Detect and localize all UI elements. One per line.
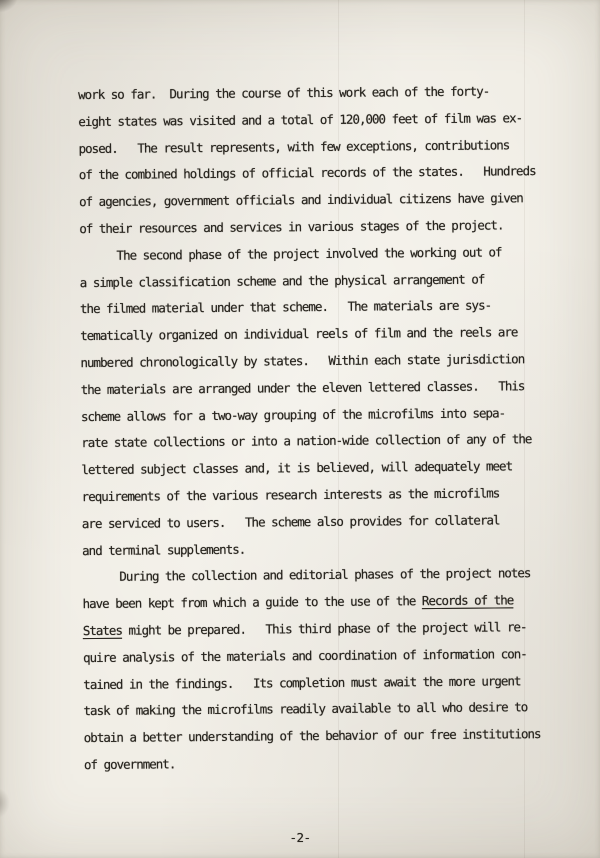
text-line (83, 614, 565, 645)
text-segment: of government. (83, 756, 176, 772)
text-segment: During the collection and editorial phases of the project notes (119, 565, 531, 585)
text-line (79, 212, 561, 243)
underlined-text: Records of the (421, 592, 514, 609)
underlined-text: States (82, 622, 123, 639)
text-segment: are serviced to users. The scheme also provides for collateral (81, 512, 500, 531)
text-segment: posed. The result represents, with few exceptions, contributions (78, 136, 510, 156)
text-line (81, 426, 563, 457)
text-line (81, 373, 563, 404)
text-line (78, 105, 560, 136)
text-line (83, 694, 565, 725)
text-line (84, 721, 566, 752)
text-segment: task of making the microfilms readily available to all who desire to (83, 699, 528, 719)
text-line (80, 265, 562, 296)
text-segment: tained in the findings. Its completion must await the more urgent (83, 672, 521, 692)
text-segment: the filmed material under that scheme. The materials are sys- (79, 297, 492, 317)
text-segment: might be prepared. This third phase of the project will re- (121, 619, 527, 638)
text-segment: The second phase of the project involved the working out of (116, 244, 502, 263)
text-line (80, 319, 562, 350)
text-segment: tematically organized on individual reels of film and the reels are (80, 324, 518, 344)
text-line (82, 480, 564, 511)
text-line (83, 641, 565, 672)
text-segment: requirements of the various research interests as the microfilms (81, 485, 500, 505)
text-line (79, 239, 561, 270)
text-line (82, 507, 564, 538)
text-line (82, 533, 564, 564)
text-segment: quire analysis of the materials and coordination of information con- (82, 645, 527, 665)
text-segment: the materials are arranged under the eleven lettered classes. This (80, 377, 525, 397)
text-segment: eight states was visited and a total of 120,000 feet of film was ex- (78, 110, 523, 129)
text-segment: and terminal supplements. (82, 541, 246, 558)
text-line (80, 292, 562, 323)
page-number: -2- (289, 830, 311, 845)
text-line (81, 453, 563, 484)
text-line (79, 185, 561, 216)
text-line (82, 587, 564, 618)
text-line (81, 399, 563, 430)
scan-smudge (0, 0, 20, 14)
text-line (82, 560, 564, 591)
document-text (78, 78, 566, 779)
text-segment: have been kept from which a guide to the use of the (82, 593, 422, 612)
text-line (84, 748, 566, 779)
text-segment: of the combined holdings of official records of the states. Hundreds (78, 163, 536, 183)
text-segment: of agencies, government officials and individual citizens have given (78, 190, 523, 210)
text-segment: obtain a better understanding of the behavior of our free institutions (83, 726, 541, 746)
text-segment: rate state collections or into a nation-wide collection of any of the (81, 431, 532, 451)
text-segment: a simple classification scheme and the physical arrangement of (79, 271, 485, 290)
text-line (80, 346, 562, 377)
text-segment: work so far. During the course of this work each of the forty- (78, 83, 490, 103)
text-segment: scheme allows for a two-way grouping of the microfilms into sepa- (80, 404, 506, 424)
scan-smudge (0, 788, 10, 818)
text-line (78, 78, 560, 109)
text-segment: of their resources and services in various stages of the project. (79, 217, 504, 237)
text-line (78, 131, 560, 162)
text-segment: numbered chronologically by states. Within each state jurisdiction (80, 351, 525, 371)
text-line (79, 158, 561, 189)
text-line (83, 667, 565, 698)
text-segment: lettered subject classes and, it is believed, will adequately meet (81, 458, 513, 478)
